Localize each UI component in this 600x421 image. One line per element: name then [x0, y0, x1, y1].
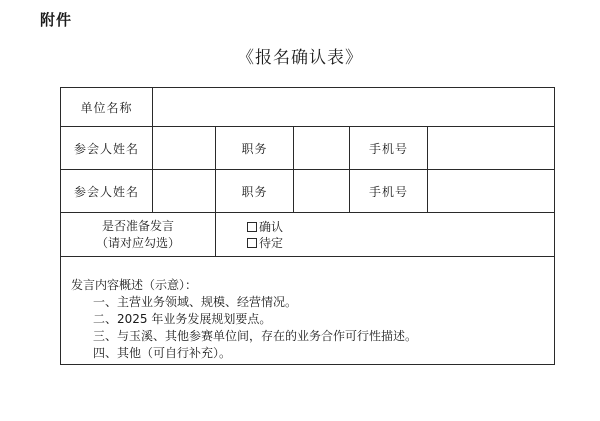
attendee-name-label: 参会人姓名: [61, 127, 153, 170]
confirm-checkbox[interactable]: [247, 222, 257, 232]
phone-label: 手机号: [350, 170, 428, 213]
phone-field[interactable]: [428, 170, 555, 213]
attendee-name-field[interactable]: [153, 127, 216, 170]
speech-content-item: 二、2025 年业务发展规划要点。: [93, 311, 272, 326]
attendee-row: [61, 170, 555, 213]
pending-option-label: 待定: [259, 235, 284, 250]
speech-content-item: 一、主营业务领域、规模、经营情况。: [93, 294, 298, 309]
speech-options-cell: [216, 213, 555, 257]
unit-name-row: [61, 88, 555, 127]
attendee-name-field[interactable]: [153, 170, 216, 213]
confirm-option[interactable]: [247, 219, 554, 235]
speech-hint-label: （请对应勾选）: [95, 235, 180, 250]
phone-label: 手机号: [350, 127, 428, 170]
position-label: 职务: [216, 127, 294, 170]
attendee-row: [61, 127, 555, 170]
speech-content-row: [61, 257, 555, 365]
speech-choice-label-cell: [61, 213, 216, 257]
speech-content-item: 三、与玉溪、其他参赛单位间，存在的业务合作可行性描述。: [93, 328, 418, 343]
speech-question-label: 是否准备发言: [101, 218, 174, 233]
speech-choice-row: [61, 213, 555, 257]
attendee-name-label: 参会人姓名: [61, 170, 153, 213]
unit-name-label: 单位名称: [61, 88, 153, 127]
pending-checkbox[interactable]: [247, 238, 257, 248]
document-title: 《报名确认表》: [237, 48, 363, 68]
unit-name-field[interactable]: [153, 88, 555, 127]
phone-field[interactable]: [428, 127, 555, 170]
registration-form-table: [60, 87, 555, 365]
attachment-label: 附件: [40, 11, 73, 29]
position-field[interactable]: [294, 170, 350, 213]
speech-content-item: 四、其他（可自行补充）。: [93, 345, 232, 360]
confirm-option-label: 确认: [259, 219, 284, 234]
speech-content-heading: 发言内容概述（示意）：: [71, 277, 198, 292]
position-field[interactable]: [294, 127, 350, 170]
pending-option[interactable]: [247, 235, 554, 251]
position-label: 职务: [216, 170, 294, 213]
speech-content-cell[interactable]: [61, 257, 555, 365]
